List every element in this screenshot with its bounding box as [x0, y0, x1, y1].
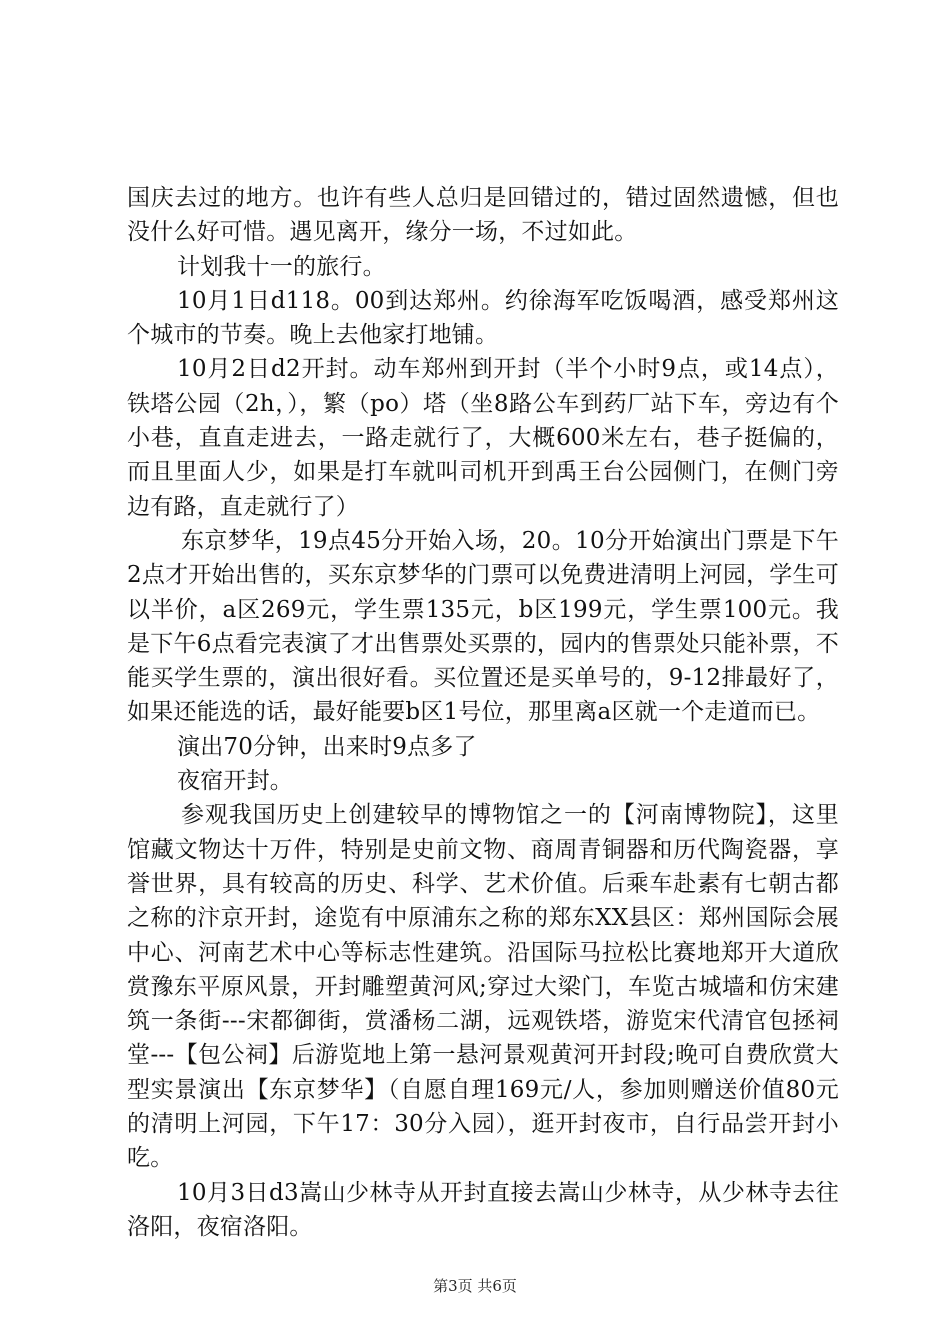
paragraph-dongjing-menghua: 东京梦华，19点45分开始入场，20。10分开始演出门票是下午2点才开始出售的，买东京梦华的门票可以免费进清明上河园，学生可以半价，a区269元，学生票135元，b区199元，学生票100元。我是下午6点看完表演了才出售票处买票的，园内的售票处只能补票，不能买学生票的，演出很好看。买位置还是买单号的，9-12排最好了，如果还能选的话，最好能要b区1号位，那里离a区就一个走道而已。: [127, 527, 839, 726]
paragraph-day1: 10月1日d118。00到达郑州。约徐海军吃饭喝酒，感受郑州这个城市的节奏。晚上去他家打地铺。: [127, 287, 839, 349]
paragraph-overnight: 夜宿开封。: [177, 768, 293, 795]
paragraph-itinerary: 参观我国历史上创建较早的博物馆之一的【河南博物院】，这里馆藏文物达十万件，特别是史前文物、商周青铜器和历代陶瓷器，享誉世界，具有较高的历史、科学、艺术价值。后乘车赴素有七朝古都之称的汴京开封，途览有中原浦东之称的郑东XX县区：郑州国际会展中心、河南艺术中心等标志性建筑。沿国际马拉松比赛地郑开大道欣赏豫东平原风景，开封雕塑黄河风;穿过大梁门，车览古城墙和仿宋建筑一条街---宋都御街，赏潘杨二湖，远观铁塔，游览宋代清官包拯祠堂---【包公祠】后游览地上第一悬河景观黄河开封段;晚可自费欣赏大型实景演出【东京梦华】（自愿自理169元/人，参加则赠送价值80元的清明上河园，下午17：30分入园），逛开封夜市，自行品尝开封小吃。: [127, 802, 839, 1172]
paragraph-day3: 10月3日d3嵩山少林寺从开封直接去嵩山少林寺，从少林寺去往洛阳，夜宿洛阳。: [127, 1179, 839, 1240]
document-body: [127, 181, 839, 1244]
paragraph-continued: 国庆去过的地方。也许有些人总归是回错过的，错过固然遗憾，但也没什么好可惜。遇见离开，缘分一场，不过如此。: [127, 185, 839, 246]
paragraph-day2: 10月2日d2开封。动车郑州到开封（半个小时9点，或14点），铁塔公园（2h，），繁（po）塔（坐8路公车到药厂站下车，旁边有个小巷，直直走进去，一路走就行了，大概600米左右，巷子挺偏的，而且里面人少，如果是打车就叫司机开到禹王台公园侧门，在侧门旁边有路，直走就行了）: [127, 356, 839, 520]
paragraph-show-duration: 演出70分钟，出来时9点多了: [177, 733, 477, 760]
page-number-footer: 第3页 共6页: [433, 1277, 517, 1295]
paragraph-plan: 计划我十一的旅行。: [177, 253, 386, 280]
